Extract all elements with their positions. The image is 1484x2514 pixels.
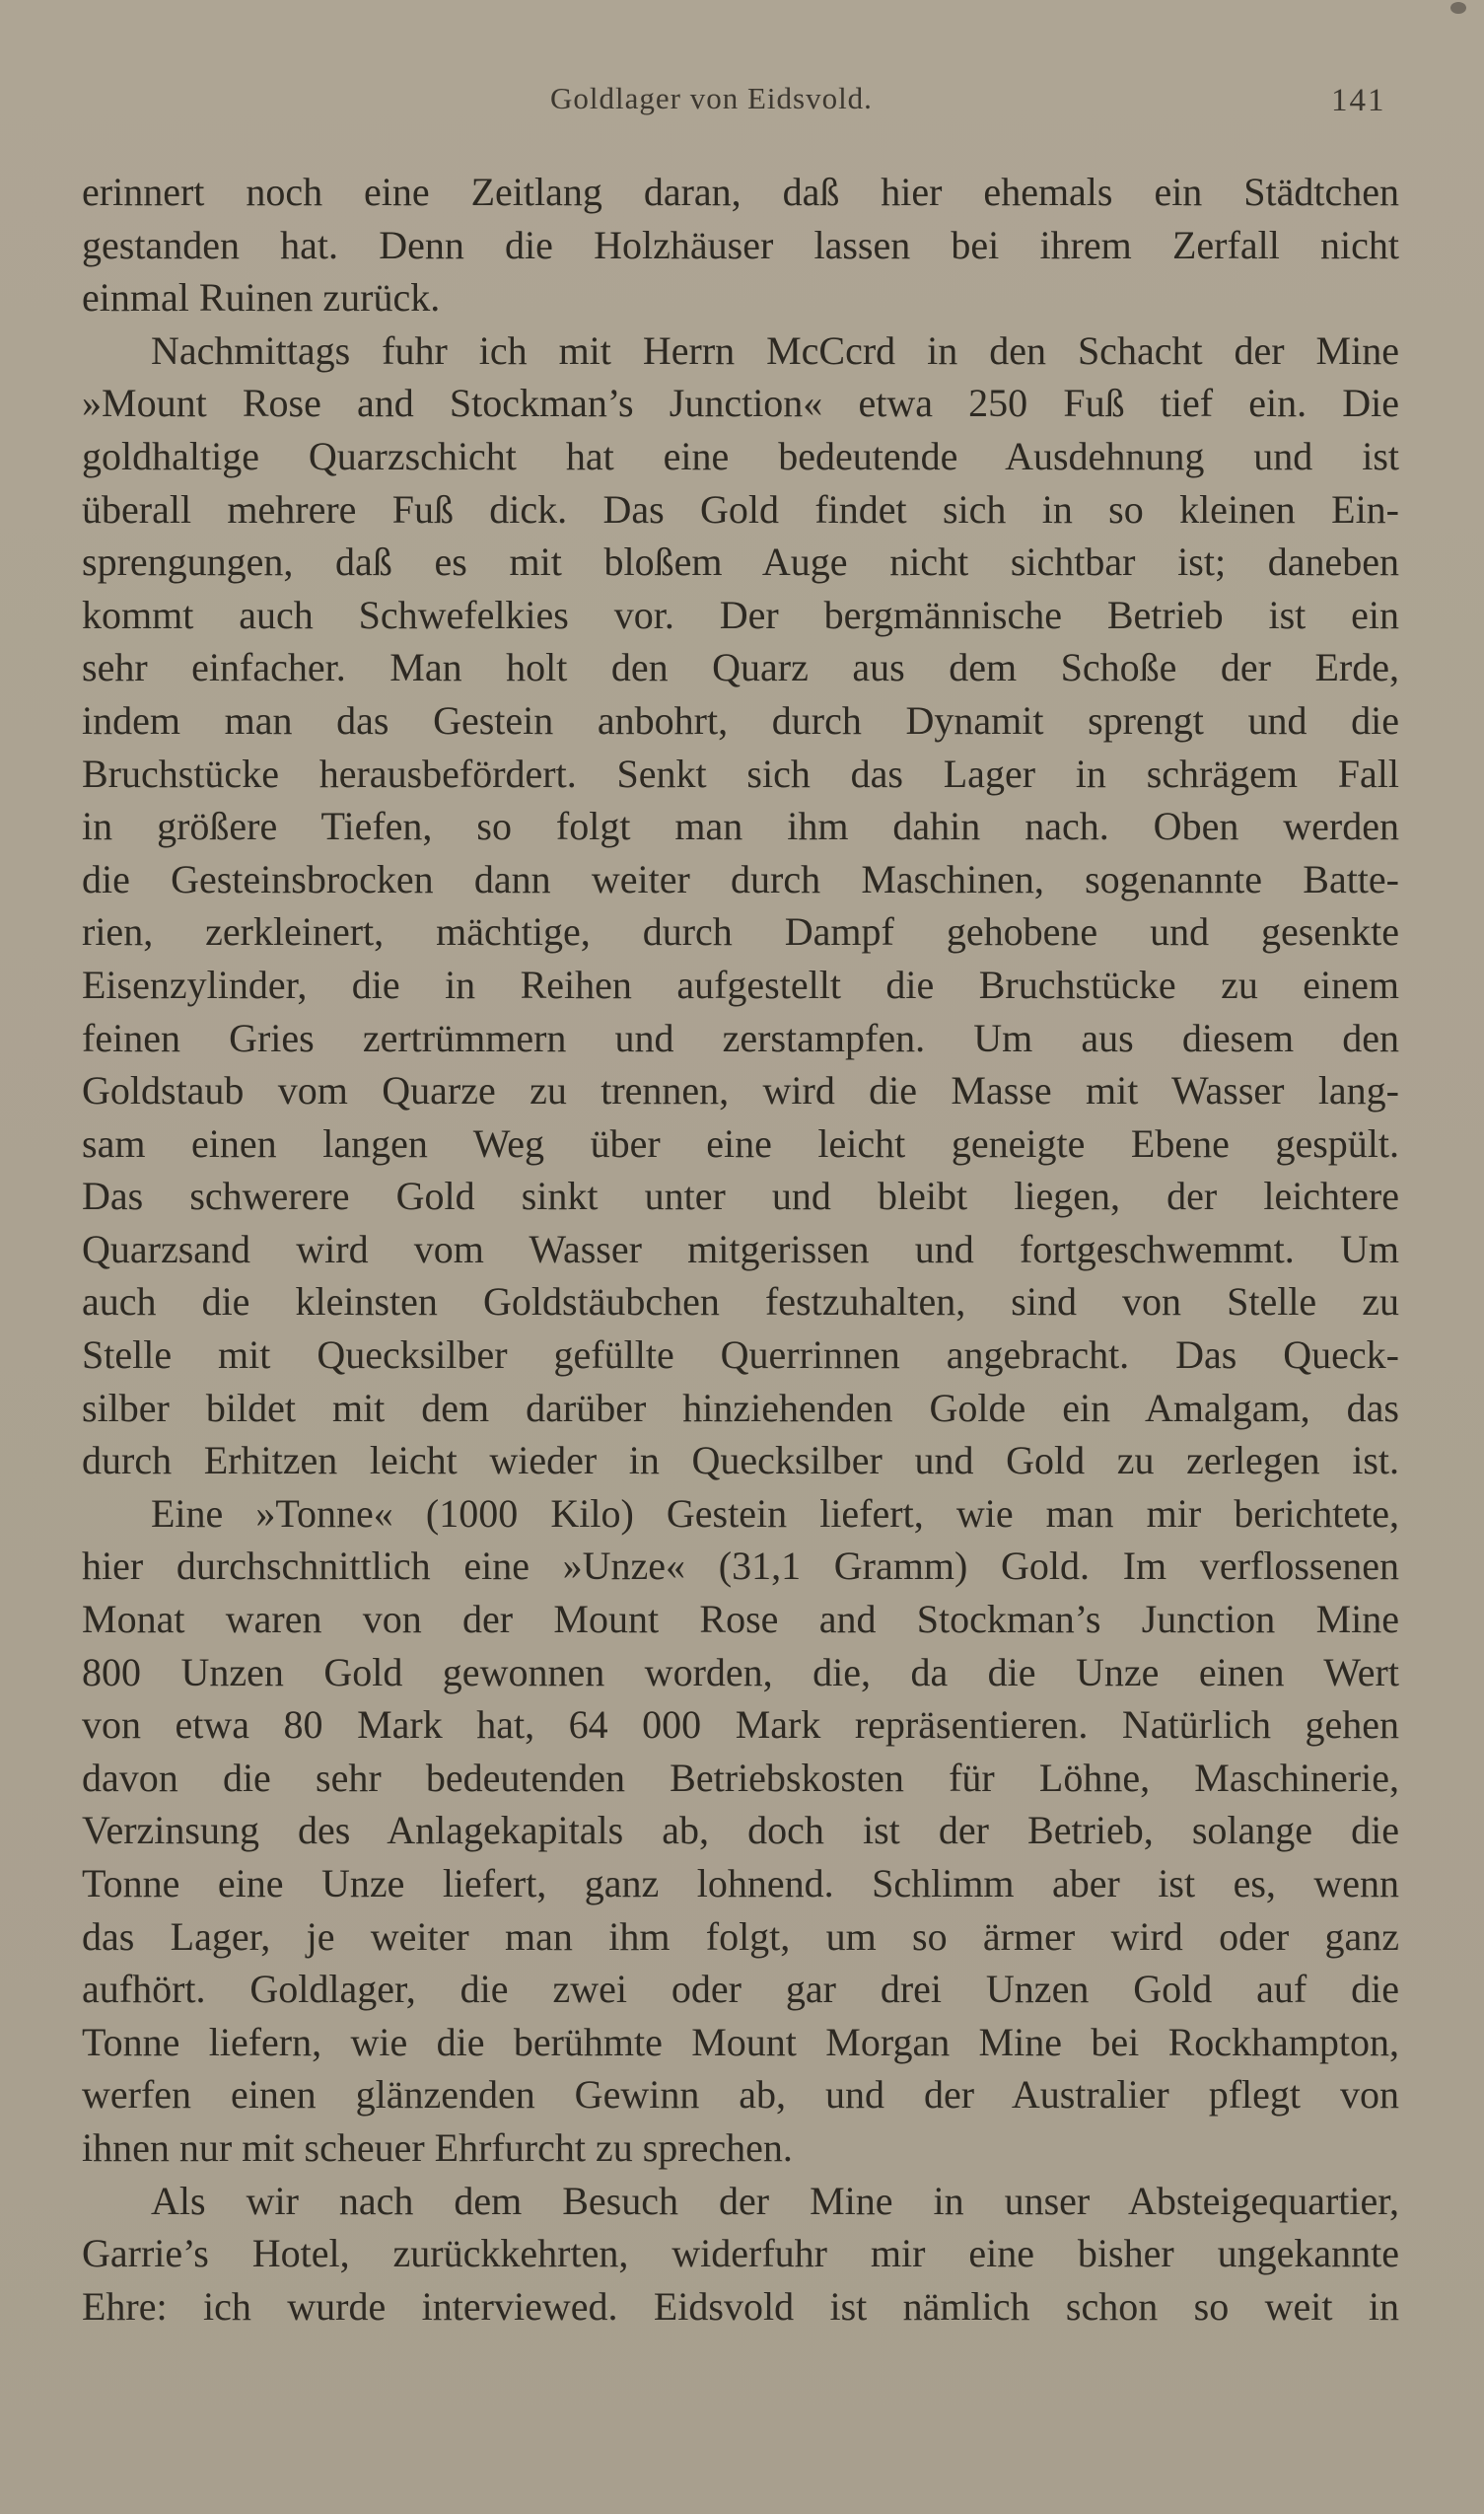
text-line: gestanden hat. Denn die Holzhäuser lassen bei ihrem Zerfall nicht — [82, 222, 1399, 267]
running-header — [0, 81, 1484, 120]
text-line: erinnert noch eine Zeitlang daran, daß hier ehemals ein Städtchen — [82, 170, 1399, 214]
text-line: Goldstaub vom Quarze zu trennen, wird die Masse mit Wasser lang- — [82, 1068, 1399, 1113]
text-line: Als wir nach dem Besuch der Mine in unser Absteigequartier, — [151, 2178, 1399, 2223]
text-line: davon die sehr bedeutenden Betriebskosten für Löhne, Maschinerie, — [82, 1755, 1399, 1800]
text-line: Tonne eine Unze liefert, ganz lohnend. Schlimm aber ist es, wenn — [82, 1861, 1399, 1905]
running-title: Goldlager von Eidsvold. — [550, 81, 873, 115]
page-number: 141 — [1331, 83, 1386, 118]
text-line: Nachmittags fuhr ich mit Herrn McCcrd in den Schacht der Mine — [151, 327, 1399, 373]
text-line: sprengungen, daß es mit bloßem Auge nicht sichtbar ist; daneben — [82, 539, 1399, 585]
text-line: hier durchschnittlich eine »Unze« (31,1 Gramm) Gold. Im verflossenen — [82, 1544, 1399, 1589]
text-line: Bruchstücke herausbefördert. Senkt sich das Lager in schrägem Fall — [82, 751, 1399, 796]
text-line: von etwa 80 Mark hat, 64 000 Mark repräsentieren. Natürlich gehen — [82, 1702, 1399, 1748]
text-line: Stelle mit Quecksilber gefüllte Querrinnen angebracht. Das Queck- — [82, 1332, 1399, 1378]
text-line: Quarzsand wird vom Wasser mitgerissen und fortgeschwemmt. Um — [82, 1226, 1399, 1271]
text-line: indem man das Gestein anbohrt, durch Dynamit sprengt und die — [82, 697, 1399, 743]
text-line: Eine »Tonne« (1000 Kilo) Gestein liefert, wie man mir berichtete, — [151, 1490, 1399, 1536]
corner-ink-mark — [1450, 2, 1466, 14]
text-line: die Gesteinsbrocken dann weiter durch Maschinen, sogenannte Batte- — [82, 856, 1399, 901]
text-line: goldhaltige Quarzschicht hat eine bedeutende Ausdehnung und ist — [82, 433, 1399, 478]
text-line: sam einen langen Weg über eine leicht geneigte Ebene gespült. — [82, 1120, 1399, 1166]
text-line: Eisenzylinder, die in Reihen aufgestellt die Bruchstücke zu einem — [82, 962, 1399, 1007]
text-line: silber bildet mit dem darüber hinziehenden Golde ein Amalgam, das — [82, 1385, 1399, 1430]
text-line: durch Erhitzen leicht wieder in Quecksilber und Gold zu zerlegen ist. — [82, 1438, 1399, 1483]
text-line: auch die kleinsten Goldstäubchen festzuhalten, sind von Stelle zu — [82, 1279, 1399, 1325]
text-line: rien, zerkleinert, mächtige, durch Dampf gehobene und gesenkte — [82, 909, 1399, 955]
text-line: Das schwerere Gold sinkt unter und bleibt liegen, der leichtere — [82, 1174, 1399, 1219]
text-line: Garrie’s Hotel, zurückkehrten, widerfuhr mir eine bisher ungekannte — [82, 2231, 1399, 2276]
text-line: ihnen nur mit scheuer Ehrfurcht zu sprechen. — [82, 2124, 793, 2170]
text-line: feinen Gries zertrümmern und zerstampfen. Um aus diesem den — [82, 1015, 1399, 1060]
text-line: aufhört. Goldlager, die zwei oder gar drei Unzen Gold auf die — [82, 1967, 1399, 2012]
text-line: Verzinsung des Anlagekapitals ab, doch ist der Betrieb, solange die — [82, 1808, 1399, 1853]
text-line: werfen einen glänzenden Gewinn ab, und der Australier pflegt von — [82, 2072, 1399, 2118]
text-line: »Mount Rose and Stockman’s Junction« etwa 250 Fuß tief ein. Die — [82, 381, 1399, 426]
text-line: Monat waren von der Mount Rose and Stockman’s Junction Mine — [82, 1597, 1399, 1642]
text-line: 800 Unzen Gold gewonnen worden, die, da die Unze einen Wert — [82, 1649, 1399, 1694]
text-line: in größere Tiefen, so folgt man ihm dahin nach. Oben werden — [82, 804, 1399, 849]
text-line: einmal Ruinen zurück. — [82, 275, 441, 321]
text-line: Ehre: ich wurde interviewed. Eidsvold ist nämlich schon so weit in — [82, 2283, 1399, 2329]
text-line: kommt auch Schwefelkies vor. Der bergmännische Betrieb ist ein — [82, 592, 1399, 637]
text-line: Tonne liefern, wie die berühmte Mount Morgan Mine bei Rockhampton, — [82, 2019, 1399, 2064]
text-line: überall mehrere Fuß dick. Das Gold findet sich in so kleinen Ein- — [82, 486, 1399, 532]
text-line: das Lager, je weiter man ihm folgt, um so ärmer wird oder ganz — [82, 1913, 1399, 1959]
body-text — [82, 166, 1399, 2333]
text-line: sehr einfacher. Man holt den Quarz aus dem Schoße der Erde, — [82, 645, 1399, 690]
